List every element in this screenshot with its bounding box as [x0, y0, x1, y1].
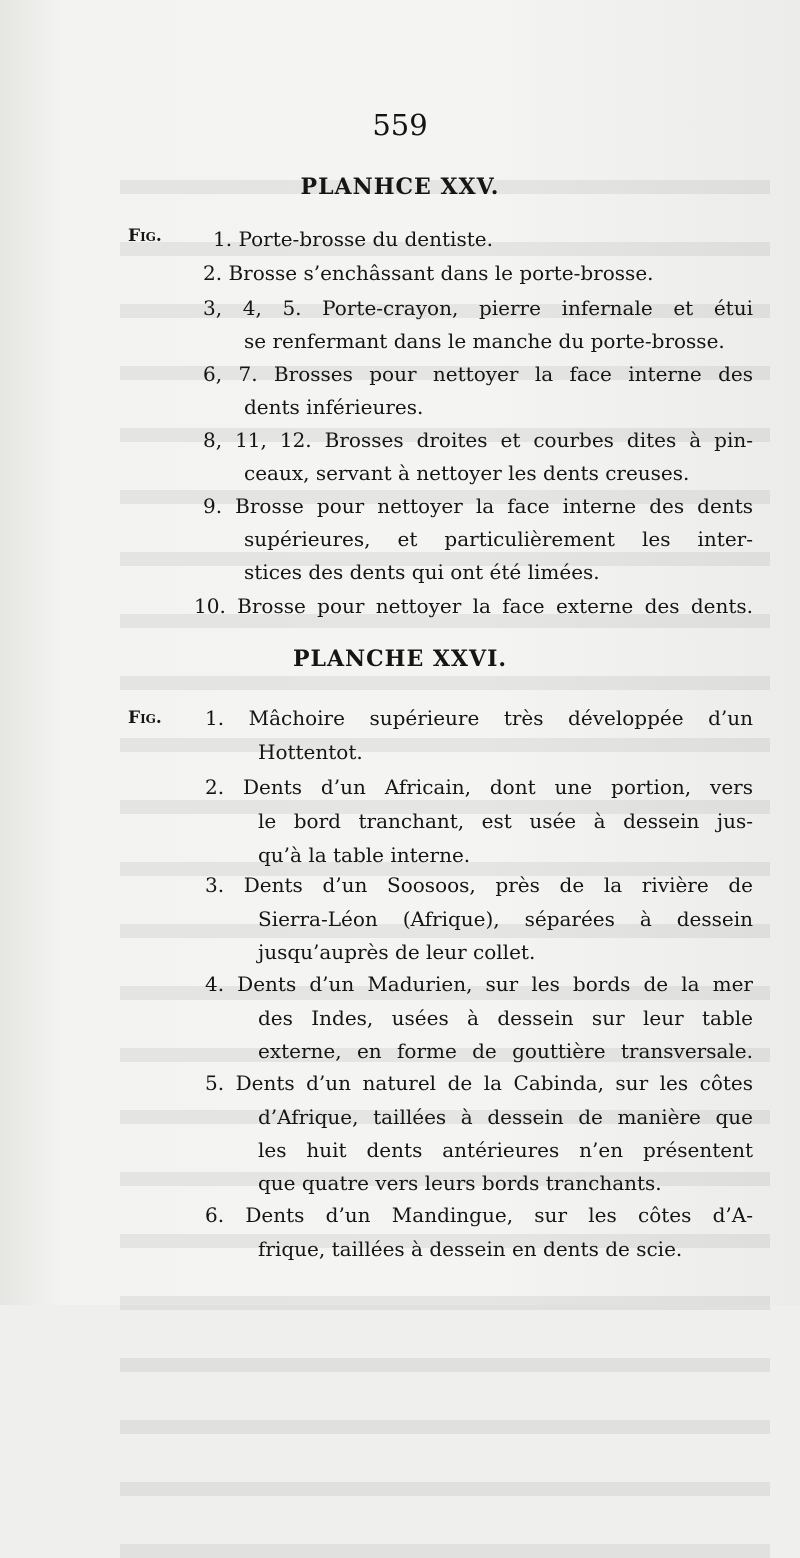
text-line: Hottentot. — [258, 740, 363, 764]
text-line: 6, 7. Brosses pour nettoyer la face interne des — [203, 362, 753, 386]
text-line: externe, en forme de gouttière transversale. — [258, 1039, 753, 1063]
plate-xxvi-heading: PLANCHE XXVI. — [292, 646, 508, 672]
text-line: des Indes, usées à dessein sur leur table — [258, 1006, 753, 1030]
fig-label: Fig. — [128, 226, 162, 246]
text-line: jusqu’auprès de leur collet. — [258, 940, 536, 964]
text-line: 6. Dents d’un Mandingue, sur les côtes d’A- — [205, 1203, 753, 1227]
page-number: 559 — [372, 108, 428, 142]
text-line: que quatre vers leurs bords tranchants. — [258, 1171, 662, 1195]
text-line: 1. Mâchoire supérieure très développée d’un — [205, 706, 753, 730]
text-line: 2. Brosse s’enchâssant dans le porte-brosse. — [203, 261, 654, 285]
text-line: le bord tranchant, est usée à dessein jus- — [258, 809, 753, 833]
text-line: d’Afrique, taillées à dessein de manière que — [258, 1105, 753, 1129]
text-line: 4. Dents d’un Madurien, sur les bords de la mer — [205, 972, 753, 996]
text-line: 3. Dents d’un Soosoos, près de la rivière de — [205, 873, 753, 897]
text-line: ceaux, servant à nettoyer les dents creuses. — [244, 461, 690, 485]
plate-xxv-heading: PLANHCE XXV. — [300, 174, 500, 200]
text-line: supérieures, et particulièrement les inter- — [244, 527, 753, 551]
text-line: les huit dents antérieures n’en présentent — [258, 1138, 753, 1162]
text-line: 5. Dents d’un naturel de la Cabinda, sur les côtes — [205, 1071, 753, 1095]
text-line: 1. Porte-brosse du dentiste. — [213, 227, 493, 251]
text-line: se renfermant dans le manche du porte-brosse. — [244, 329, 725, 353]
text-line: Sierra-Léon (Afrique), séparées à dessein — [258, 907, 753, 931]
text-line: stices des dents qui ont été limées. — [244, 560, 600, 584]
text-line: dents inférieures. — [244, 395, 424, 419]
text-line: 10. Brosse pour nettoyer la face externe des dents. — [194, 594, 753, 618]
text-line: 3, 4, 5. Porte-crayon, pierre infernale et étui — [203, 296, 753, 320]
text-line: 2. Dents d’un Africain, dont une portion, vers — [205, 775, 753, 799]
fig-label: Fig. — [128, 708, 162, 728]
text-line: 8, 11, 12. Brosses droites et courbes dites à pin- — [203, 428, 753, 452]
text-line: qu’à la table interne. — [258, 843, 471, 867]
text-line: frique, taillées à dessein en dents de scie. — [258, 1237, 683, 1261]
text-line: 9. Brosse pour nettoyer la face interne des dents — [203, 494, 753, 518]
